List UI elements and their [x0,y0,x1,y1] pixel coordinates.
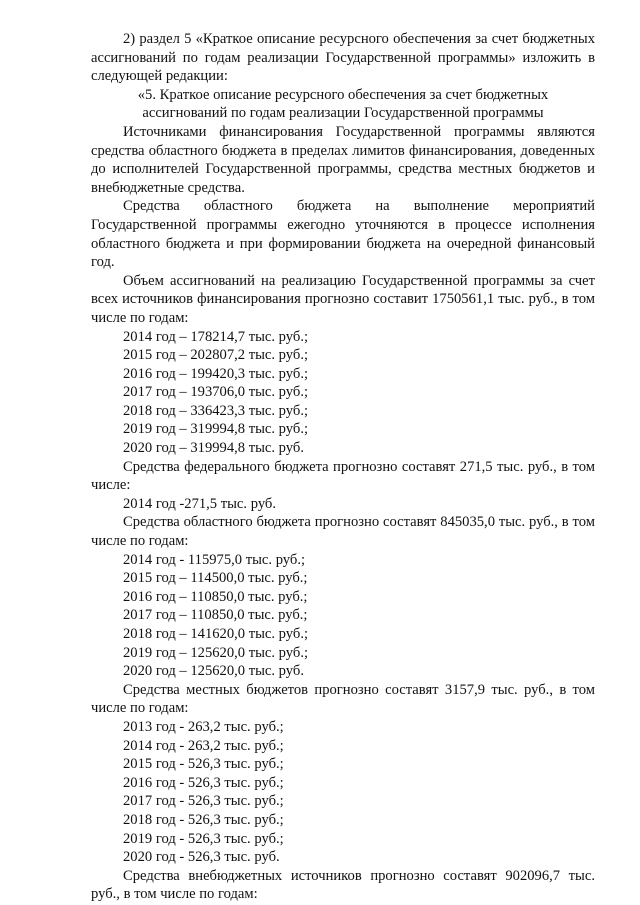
list-item: 2019 год - 526,3 тыс. руб.; [123,830,284,847]
list-item: 2015 год – 114500,0 тыс. руб.; [123,570,308,587]
list-item: 2020 год - 526,3 тыс. руб. [123,849,280,866]
section-heading-line-2: ассигнований по годам реализации Государственной программы [142,105,544,122]
intro-paragraph: 2) раздел 5 «Краткое описание ресурсного обеспечения за счет бюджетных ассигнований по годам реализации Государственной программы» изложить в следующей редакции: [91,31,595,85]
list-item: 2014 год - 115975,0 тыс. руб.; [123,551,306,568]
list-item: 2018 год – 336423,3 тыс. руб.; [123,402,309,419]
list-item: 2017 год – 193706,0 тыс. руб.; [123,384,309,401]
list-item: 2015 год - 526,3 тыс. руб.; [123,756,284,773]
list-item: 2013 год - 263,2 тыс. руб.; [123,718,284,735]
list-item: 2020 год – 125620,0 тыс. руб. [123,663,304,680]
list-item: 2016 год – 199420,3 тыс. руб.; [123,365,309,382]
local-paragraph: Средства местных бюджетов прогнозно составят 3157,9 тыс. руб., в том числе по годам: [91,681,595,717]
list-item: 2014 год -271,5 тыс. руб. [123,495,276,512]
list-item: 2018 год – 141620,0 тыс. руб.; [123,626,309,642]
list-item: 2017 год - 526,3 тыс. руб.; [123,793,284,810]
list-item: 2017 год – 110850,0 тыс. руб.; [123,607,308,624]
list-item: 2014 год – 178214,7 тыс. руб.; [123,328,309,345]
total-paragraph: Объем ассигнований на реализацию Государственной программы за счет всех источников финансирования прогнозно составит 1750561,1 тыс. руб., в том числе по годам: [91,272,595,326]
section-heading [91,86,595,123]
total-years-list [91,328,595,458]
refine-paragraph: Средства областного бюджета на выполнение мероприятий Государственной программы ежегодно уточняются в процессе исполнения областного бюджета и при формировании бюджета на очередной финансовый год. [91,198,595,271]
regional-paragraph: Средства областного бюджета прогнозно составят 845035,0 тыс. руб., в том числе по годам: [91,514,595,550]
list-item: 2019 год – 125620,0 тыс. руб.; [123,644,309,661]
document-page [91,30,595,904]
federal-years-list [91,495,595,514]
list-item: 2020 год – 319994,8 тыс. руб. [123,440,304,457]
list-item: 2015 год – 202807,2 тыс. руб.; [123,347,309,364]
regional-years-list [91,551,595,681]
extrabudget-paragraph: Средства внебюджетных источников прогнозно составят 902096,7 тыс. руб., в том числе по годам: [91,867,595,903]
section-heading-line-1: «5. Краткое описание ресурсного обеспечения за счет бюджетных [137,86,549,103]
federal-paragraph: Средства федерального бюджета прогнозно составят 271,5 тыс. руб., в том числе: [91,458,595,494]
list-item: 2016 год – 110850,0 тыс. руб.; [123,588,308,605]
list-item: 2014 год - 263,2 тыс. руб.; [123,737,284,754]
sources-paragraph: Источниками финансирования Государственной программы являются средства областного бюджета в пределах лимитов финансирования, доведенных до исполнителей Государственной программы, средства местных бюджетов и внебюджетные средства. [91,123,595,196]
list-item: 2016 год - 526,3 тыс. руб.; [123,774,284,791]
local-years-list [91,718,595,867]
list-item: 2019 год – 319994,8 тыс. руб.; [123,421,309,438]
list-item: 2018 год - 526,3 тыс. руб.; [123,811,284,828]
